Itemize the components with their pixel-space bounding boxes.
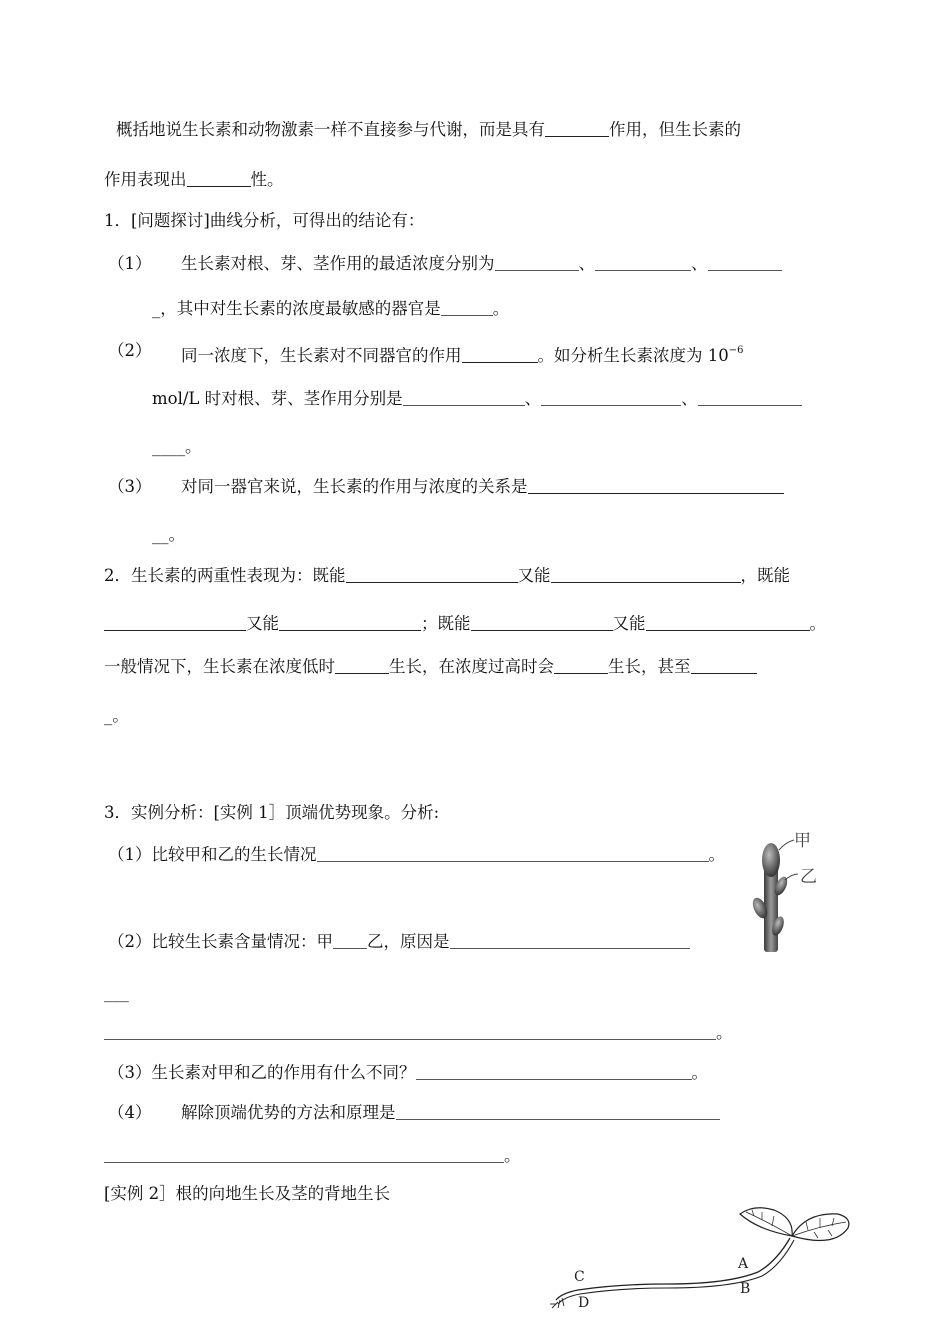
answer-blank[interactable] bbox=[396, 1103, 720, 1120]
answer-blank[interactable] bbox=[554, 657, 608, 674]
apical-dominance-figure bbox=[748, 822, 838, 954]
answer-blank[interactable] bbox=[346, 566, 518, 583]
q3-part2: （2）比较生长素含量情况：甲 乙，原因是 bbox=[108, 931, 690, 953]
answer-blank[interactable] bbox=[462, 346, 538, 363]
q3-part4-num: （4） bbox=[108, 1103, 152, 1122]
answer-blank[interactable] bbox=[450, 932, 690, 949]
q1-sub2-num: （2） bbox=[108, 341, 152, 360]
q3-part4-line: 。 bbox=[104, 1145, 521, 1167]
label-yi: 乙 bbox=[800, 867, 817, 887]
answer-blank[interactable] bbox=[279, 614, 421, 631]
q1-sub1-line2: _，其中对生长素的浓度最敏感的器官是 。 bbox=[152, 299, 510, 318]
q2-line1: 2．生长素的两重性表现为：既能 又能 ，既能 bbox=[104, 566, 790, 585]
q1-sub3-num: （3） bbox=[108, 477, 152, 496]
q1-sub2-line3: ____。 bbox=[152, 437, 202, 456]
answer-blank[interactable] bbox=[104, 1146, 504, 1163]
label-b: B bbox=[740, 1281, 751, 1297]
q2-line2: 又能 ；既能 又能 。 bbox=[104, 613, 826, 635]
label-c: C bbox=[574, 1269, 585, 1285]
q3-title: 3．实例分析：[实例 1］顶端优势现象。分析: bbox=[104, 803, 440, 822]
answer-blank[interactable] bbox=[708, 254, 782, 271]
answer-blank[interactable] bbox=[187, 170, 251, 187]
q3-part2-cont: ___ bbox=[104, 983, 129, 1002]
q1-sub2-line2: mol/L 时对根、芽、茎作用分别是 、 、 bbox=[152, 388, 802, 410]
leader-line-yi bbox=[785, 874, 798, 880]
q1-sub3-line2: __。 bbox=[152, 525, 185, 544]
answer-blank[interactable] bbox=[317, 845, 709, 862]
q2-line3: 一般情况下，生长素在浓度低时 生长，在浓度过高时会 生长，甚至 bbox=[104, 656, 757, 678]
answer-blank[interactable] bbox=[541, 389, 681, 406]
intro-line-1: 概括地说生长素和动物激素一样不直接参与代谢，而是具有 作用，但生长素的 bbox=[116, 120, 741, 139]
answer-blank[interactable] bbox=[104, 1023, 716, 1040]
answer-blank[interactable] bbox=[528, 477, 784, 494]
q2-line4: _。 bbox=[104, 706, 129, 725]
apical-bud bbox=[762, 843, 780, 877]
answer-blank[interactable] bbox=[471, 614, 613, 631]
q1-sub3-line1: 对同一器官来说，生长素的作用与浓度的关系是 bbox=[181, 476, 784, 498]
answer-blank[interactable] bbox=[416, 1063, 692, 1080]
example2-title: [实例 2］根的向地生长及茎的背地生长 bbox=[104, 1184, 391, 1203]
answer-blank[interactable] bbox=[333, 932, 367, 949]
q3-part1: （1）比较甲和乙的生长情况 。 bbox=[108, 845, 725, 864]
q1-sub2-line1: 同一浓度下，生长素对不同器官的作用 。如分析生长素浓度为 $10^{-6}$ bbox=[181, 345, 744, 365]
answer-blank[interactable] bbox=[551, 566, 741, 583]
label-jia: 甲 bbox=[794, 831, 811, 851]
answer-blank[interactable] bbox=[545, 120, 609, 137]
seedling-stem bbox=[556, 1238, 790, 1300]
label-d: D bbox=[578, 1295, 590, 1311]
answer-blank[interactable] bbox=[691, 657, 757, 674]
answer-blank[interactable] bbox=[495, 254, 579, 271]
q3-part4: 解除顶端优势的方法和原理是 bbox=[181, 1102, 720, 1124]
answer-blank[interactable] bbox=[403, 389, 525, 406]
answer-blank[interactable] bbox=[104, 614, 246, 631]
leader-line-jia bbox=[779, 840, 794, 850]
answer-blank[interactable] bbox=[698, 389, 802, 406]
q1-sub1-text: 生长素对根、芽、茎作用的最适浓度分别为 、 、 bbox=[181, 253, 782, 275]
seedling-figure bbox=[548, 1200, 860, 1320]
q1-sub1-line1: （1） bbox=[108, 254, 152, 273]
answer-blank[interactable] bbox=[595, 254, 691, 271]
q3-part3: （3）生长素对甲和乙的作用有什么不同？ 。 bbox=[108, 1063, 708, 1082]
answer-blank[interactable] bbox=[646, 614, 810, 631]
label-a: A bbox=[738, 1256, 749, 1272]
intro-line-2: 作用表现出 性。 bbox=[104, 170, 284, 189]
q1-title: 1．[问题探讨]曲线分析，可得出的结论有： bbox=[104, 211, 425, 230]
q3-part2-line: 。 bbox=[104, 1022, 733, 1044]
answer-blank[interactable] bbox=[441, 299, 493, 316]
answer-blank[interactable] bbox=[335, 657, 389, 674]
